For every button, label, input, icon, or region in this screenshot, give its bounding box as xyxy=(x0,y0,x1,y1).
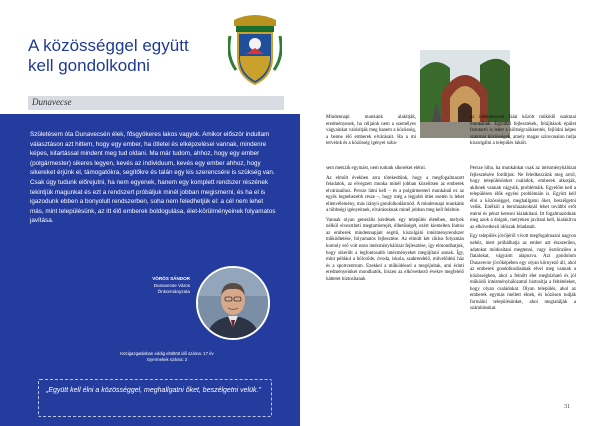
column-right xyxy=(470,166,576,316)
column-paragraph: sem metszik egymást, nem tudunk sikereket elérni. xyxy=(326,166,426,171)
portrait-image xyxy=(198,268,268,338)
author-meta xyxy=(72,351,262,363)
meta-children: Gyermekek száma: 2 xyxy=(146,357,188,363)
page-number: 31 xyxy=(564,404,570,410)
quote-frame xyxy=(38,379,272,417)
intro-paragraph: Születésem óta Dunavecsén élek, fősgyökeres lakos vagyok. Amikor először indultam választáson azt hittem, hogy egy ember, ha ötletei és elképzelései vannak, mindenre képes, kitartással mindent meg tud oldani. Ma már tudom, ahhoz, hogy egy ember (polgármester) sikeres legyen, kevés az individuum, kevés egy ember ahhoz, hogy sikereket érjünk el, támogatókra, segítőkre és talán egy kis szerencsére is szükség van. Csak úgy tudunk előrejutni, ha nem egyenek, hanem egy komplett rendszer részének tekintjük magunkat és ezt a rendszert próbáljuk minél jobban megismerni, és ha el is igazodunk ebben a bonyolult rendszerben, soha nem feledhetjük el: a cél nem lehet más, mint településünk, az itt élő emberek boldogulása, élet-körülményeinek folyamatos javítása. xyxy=(30,131,276,225)
column-paragraph: Az elmúlt években arra törekedtünk, hogy a megfogalmazott feladatok, az elvégzett munka minél jobban közelítsen az emberek elvárásaihoz. Persze látni kell – és a polgármesteri munkánál ez az egyik legnehezebb része –, hogy még a legjobb ötlet esetén is lehet ellenvélemény, más irányú gondolkodásmód. A mindennapi munkánk a többségi igényeknek, elvárásoknak minél jobban meg kell felelnie. xyxy=(326,175,464,214)
column-paragraph: Egy település jövőjéről vívott megfogalmazni nagyon nehéz, mert próbálhatja az ember azt észszerűen, adatokat módosítani megtenni, vagy ösztönzően a fiatalokat, vágyaim alapozva. Azt gondolom Dunavecse jövőképében egy olyan környező áll, ahol az emberek gondolkodásának elvei meg vannak a közösségben, ahol a felnőtt élet megbízható és jól működő intézményhálózattal biztosítja a feltételeket, hogy olyan családokat. Olyan település, ahol az emberek egymás mellett élnek, és közösen tudják formálni településünket, ahol megtalálják a számításukat. xyxy=(470,234,576,312)
meta-years: Közigazgatásban eddig eltöltött idő száma: 17 év xyxy=(120,351,214,356)
pull-quote: „Együtt kell élni a közösséggel, meghallgatni őket, beszélgetni velük." xyxy=(46,387,261,394)
column-paragraph: az intézmények falai között működő szakmai munkának. Egyúttal fejlesztések, felújítások épület fenntartó is lehet a költségcsökkentés, fejlődni képes szakmai közösségek, amely magas színvonalon tudja kiszolgálni a település lakóit. xyxy=(470,115,576,147)
title-line-1: A közösséggel együtt xyxy=(28,36,189,55)
column-paragraph: Vannak olyan generális kérdések egy település életében, melyek nélkül elvesztheti megtartóerejét, élhetőségét, ezért kiemelten fontos az emberek mindennapjait segítő, kiszolgáló intézményrendszer működtetése, folyamatos fejlesztése. Az elmúlt két ciklus folyamán komoly erő volt ezen intézményhálózat fejlesztése, így elmondhatjuk, hogy sikerült a legfontosabb intézményeket megújítani annak. Így, mint például a bölcsőde, óvoda, iskola, szakrendelő, művelődési ház és a sportcentrum. Ezekkel a működéssel a megújultak, ami érinti eredményeinket mondhatók, hiszen az elkövetkező évekre megfelelő hátteret biztosítanak xyxy=(326,217,464,282)
author-credit xyxy=(118,276,190,296)
author-role-line-2: Önkormányzata xyxy=(157,289,190,294)
column-top-right xyxy=(470,115,576,151)
author-name: VÖRÖS SÁNDOR xyxy=(152,276,190,281)
author-role-line-1: Dunavecse Város xyxy=(153,282,190,288)
column-paragraph: Persze hiba, ha munkánkat csak az intézményhálózat fejlesztésére fordítjuk. Ne feledkezzünk meg arról, hogy településünket családok, emberek alkotják, akiknek vannak vágyaik, problémáik. Egyelőre kell a településen élők egyéni problémáin is. Együtt kell élni a közösséggel, meghallgatni őket, beszélgetni velük. Enélkül a beruházásoknál lehet további erőt mérni és pénzt keresni kialakítani. Itt fogalmazódnak meg azok a dolgok, melyeken javítani kell, kialakítva az elkövetkező időszak feladatait. xyxy=(470,166,576,230)
author-portrait xyxy=(196,266,270,340)
column-paragraph: Mindennapi munkánk alakítják, eredményesek, ha céljaink nem a személyes vágyainkat valósítják meg hanem a közösség, a benne élő emberek elvárásait. Ha a mi terveink és a közösség igényei soha- xyxy=(326,115,416,147)
title-line-2: kell gondolkodni xyxy=(28,56,150,75)
coat-of-arms-icon xyxy=(228,6,282,90)
column-left xyxy=(326,166,464,286)
section-label: Dunavecse xyxy=(32,97,72,107)
column-top-left xyxy=(326,115,416,151)
